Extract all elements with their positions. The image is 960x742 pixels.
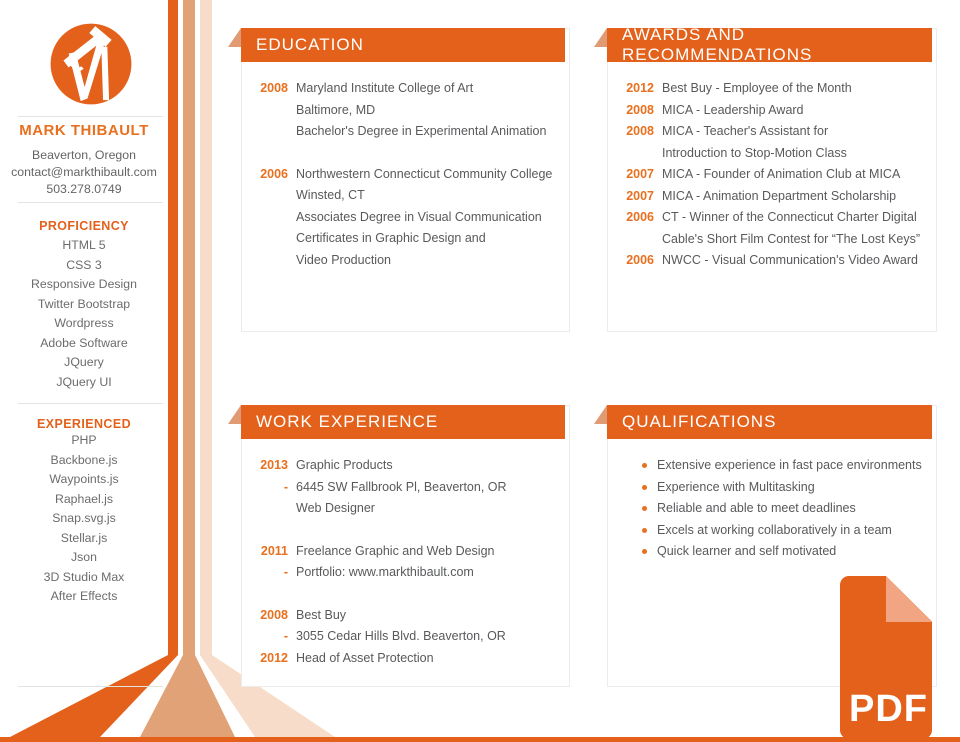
list-item: Responsive Design [31, 277, 137, 291]
entry-row [254, 121, 563, 143]
work-entry [254, 605, 563, 670]
entry-row [620, 207, 930, 229]
work-ribbon [241, 405, 565, 439]
section-title: AWARDS AND RECOMMENDATIONS [622, 25, 813, 64]
entry-text: MICA - Founder of Animation Club at MICA [662, 167, 901, 181]
pdf-download-button[interactable] [840, 576, 932, 739]
entry-year: 2012 [260, 650, 288, 665]
entry-text: MICA - Animation Department Scholarship [662, 188, 897, 203]
entry-year: 2012 [626, 81, 654, 95]
work-experience-card [241, 405, 570, 687]
bullet-row [642, 477, 930, 499]
list-item: Twitter Bootstrap [37, 296, 131, 311]
pdf-corner-fold-icon [886, 576, 932, 622]
entry-text: MICA - Leadership Award [662, 102, 804, 117]
list-item: Json [71, 550, 97, 564]
entry-row [254, 477, 563, 499]
entry-text: Introduction to Stop-Motion Class [662, 145, 847, 160]
qualifications-ribbon [607, 405, 932, 439]
entry-row [620, 100, 930, 122]
section-title: WORK EXPERIENCE [256, 412, 439, 431]
entry-year [254, 185, 288, 207]
entry-text: Best Buy - Employee of the Month [662, 81, 852, 95]
entry-text: NWCC - Visual Communication's Video Award [662, 253, 918, 267]
entry-text: Web Designer [296, 501, 375, 515]
entry-year: 2006 [626, 253, 654, 267]
entry-row [254, 648, 563, 670]
list-item: JQuery UI [56, 374, 112, 389]
entry-text: CT - Winner of the Connecticut Charter Digital [662, 210, 917, 224]
work-content [242, 439, 569, 686]
entry-year: 2008 [260, 81, 288, 95]
work-entry [254, 541, 563, 584]
experienced-heading: EXPERIENCED [36, 417, 131, 431]
entry-year: 2013 [260, 458, 288, 472]
section-title: EDUCATION [256, 35, 364, 54]
entry-text: MICA - Teacher's Assistant for [662, 124, 829, 138]
sidebar [0, 0, 168, 742]
entry-year [254, 121, 288, 143]
entry-text: Baltimore, MD [296, 102, 376, 117]
education-card [241, 28, 570, 332]
entry-year [254, 207, 288, 229]
entry-text: 3055 Cedar Hills Blvd. Beaverton, OR [296, 629, 506, 643]
entry-row [254, 207, 563, 229]
bullet-text: Excels at working collaboratively in a team [657, 522, 892, 537]
education-entry [254, 164, 563, 272]
bullet-text: Reliable and able to meet deadlines [657, 501, 856, 515]
bullet-row [642, 541, 930, 563]
bullet-row [642, 520, 930, 542]
entry-year: 2008 [626, 102, 654, 117]
list-item: Wordpress [54, 316, 114, 330]
entry-text: Head of Asset Protection [296, 650, 434, 665]
entry-row [620, 121, 930, 143]
bullet-text: Quick learner and self motivated [657, 544, 837, 558]
entry-marker: - [283, 565, 288, 579]
entry-text: Certificates in Graphic Design and [296, 231, 486, 245]
proficiency-list [0, 236, 168, 392]
entry-row [620, 164, 930, 186]
work-entry [254, 455, 563, 520]
sidebar-divider [18, 403, 163, 404]
list-item: Backbone.js [50, 452, 118, 467]
education-ribbon [241, 28, 565, 62]
entry-year [620, 143, 654, 165]
list-item: 3D Studio Max [43, 569, 125, 584]
bullet-row [642, 455, 930, 477]
entry-row [620, 250, 930, 272]
entry-year [254, 498, 288, 520]
entry-text: Video Production [296, 252, 391, 267]
list-item: PHP [71, 433, 97, 447]
bullet-row [642, 498, 930, 520]
entry-year [254, 250, 288, 272]
entry-text: Portfolio: www.markthibault.com [296, 565, 474, 579]
sidebar-divider [18, 202, 163, 203]
entry-year: 2008 [260, 607, 288, 622]
entry-row [620, 78, 930, 100]
entry-row [620, 186, 930, 208]
entry-text: 6445 SW Fallbrook Pl, Beaverton, OR [296, 479, 507, 494]
entry-year: 2006 [626, 210, 654, 224]
entry-row [254, 78, 563, 100]
entry-year: 2011 [260, 543, 288, 558]
contact-block [0, 147, 168, 198]
entry-row [254, 498, 563, 520]
bullet-text: Experience with Multitasking [657, 479, 815, 494]
list-item: Raphael.js [54, 491, 114, 506]
list-item: Snap.svg.js [52, 511, 116, 525]
pdf-label: PDF [849, 688, 928, 730]
entry-marker: - [283, 479, 288, 494]
entry-text: Cable's Short Film Contest for “The Lost Keys” [662, 231, 921, 246]
entry-year: 2007 [626, 188, 654, 203]
entry-row [254, 164, 563, 186]
entry-row [254, 250, 563, 272]
list-item: After Effects [50, 589, 118, 603]
person-name: MARK THIBAULT [19, 122, 149, 139]
entry-row [254, 562, 563, 584]
sidebar-divider [18, 686, 163, 687]
list-item: JQuery [64, 355, 104, 369]
entry-year [254, 228, 288, 250]
bullet-text: Extensive experience in fast pace environments [657, 458, 922, 472]
entry-row [254, 541, 563, 563]
entry-text: Bachelor's Degree in Experimental Animation [296, 124, 547, 138]
entry-year [620, 229, 654, 251]
list-item: HTML 5 [62, 238, 106, 252]
entry-row [254, 100, 563, 122]
entry-year [254, 100, 288, 122]
awards-card [607, 25, 937, 332]
entry-row [254, 626, 563, 648]
entry-year: 2007 [626, 167, 654, 181]
entry-text: Associates Degree in Visual Communication [296, 209, 542, 224]
experienced-list [0, 431, 168, 607]
email-text: contact@markthibault.com [11, 165, 157, 179]
bullet-icon [642, 463, 647, 468]
entry-text: Winsted, CT [296, 188, 365, 202]
list-item: Waypoints.js [49, 472, 119, 486]
list-item: Stellar.js [60, 530, 108, 545]
entry-year: 2006 [260, 166, 288, 181]
entry-text: Freelance Graphic and Web Design [296, 543, 495, 558]
awards-content [608, 62, 936, 331]
proficiency-heading: PROFICIENCY [39, 219, 129, 233]
education-content [242, 62, 569, 331]
hammer-monogram-logo-icon [48, 21, 134, 107]
entry-row [254, 455, 563, 477]
education-entry [254, 78, 563, 143]
entry-text: Northwestern Connecticut Community College [296, 166, 553, 181]
entry-row [254, 605, 563, 627]
phone-text: 503.278.0749 [46, 182, 122, 196]
entry-row [620, 143, 930, 165]
entry-row [254, 185, 563, 207]
entry-row [254, 228, 563, 250]
entry-row [620, 229, 930, 251]
bullet-icon [642, 528, 647, 533]
entry-year: 2008 [626, 124, 654, 138]
entry-marker: - [283, 629, 288, 643]
bullet-icon [642, 549, 647, 554]
entry-text: Best Buy [296, 607, 347, 622]
bullet-icon [642, 485, 647, 490]
section-title: QUALIFICATIONS [622, 412, 777, 431]
entry-text: Maryland Institute College of Art [296, 81, 474, 95]
sidebar-divider [18, 116, 163, 117]
location-text: Beaverton, Oregon [32, 148, 136, 162]
list-item: Adobe Software [40, 335, 128, 350]
list-item: CSS 3 [66, 257, 102, 272]
bullet-icon [642, 506, 647, 511]
awards-ribbon [607, 25, 932, 64]
entry-text: Graphic Products [296, 458, 393, 472]
